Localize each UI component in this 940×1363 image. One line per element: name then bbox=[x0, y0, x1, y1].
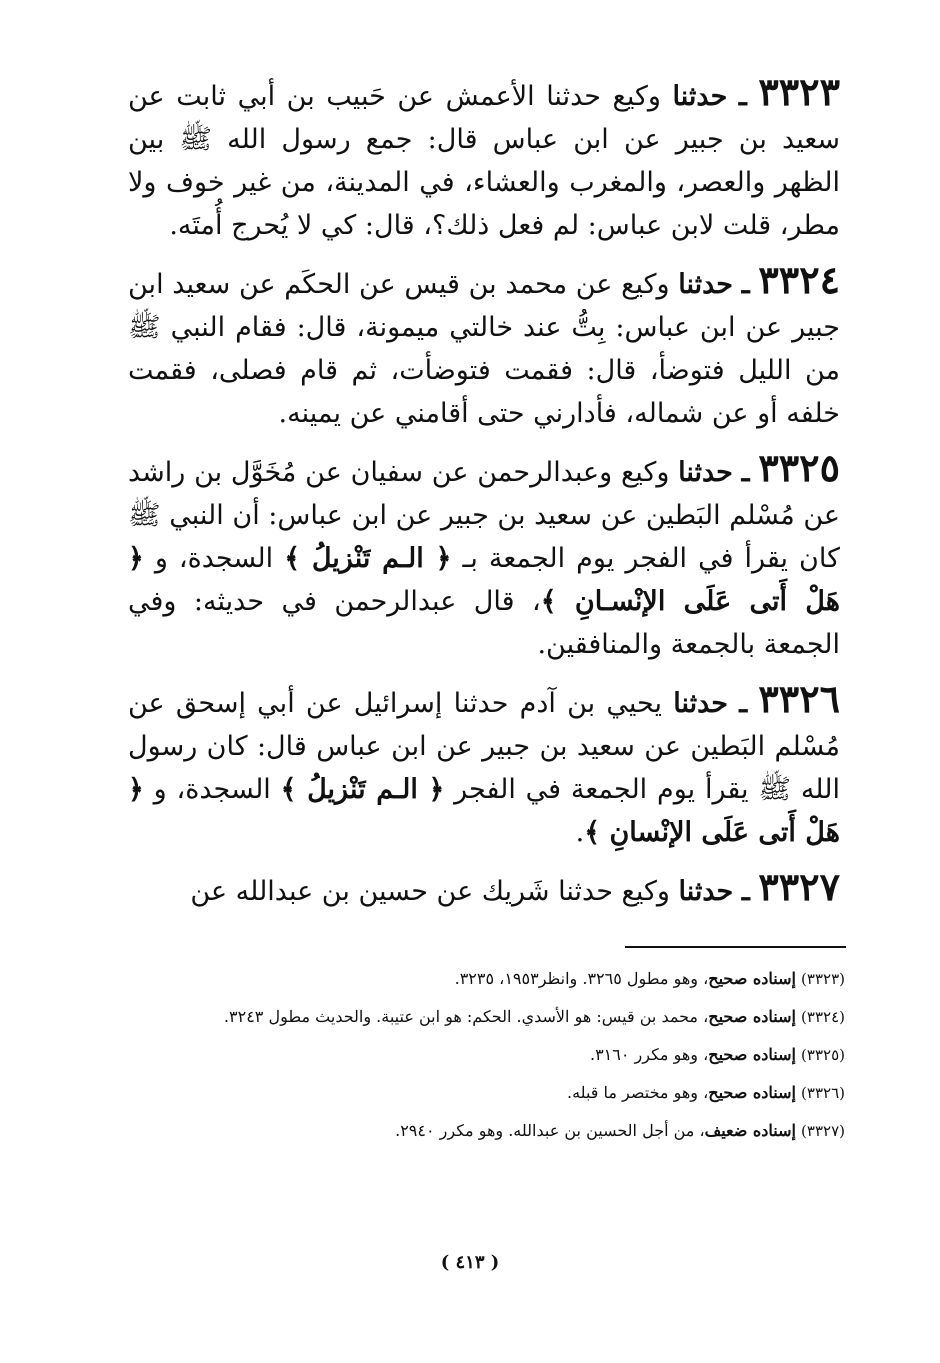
hadith-text: السجدة، و bbox=[153, 774, 271, 805]
footnote-text: ، من أجل الحسين بن عبدالله. وهو مكرر ٢٩٤٠. bbox=[395, 1121, 705, 1140]
hadith-text: وكيع عن محمد بن قيس عن الحكَم عن سعيد ابن جبير عن ابن عباس: بِتُّ عند خالتي ميمونة، قال: فقام النبي ﷺ من الليل فتوضأ، قال: فقمت فتوضأت، ثم قام فصلى، فقمت خلفه أو عن شماله، فأدارني حتى أقامني عن يمينه. bbox=[128, 269, 840, 429]
footnote-grade: إسناده ضعيف bbox=[704, 1121, 796, 1140]
footnote-grade: إسناده صحيح bbox=[708, 969, 796, 988]
footnote-text: ، وهو مطول ٣٢٦٥. وانظر١٩٥٣، ٣٢٣٥. bbox=[454, 969, 709, 988]
footnote-3325 bbox=[140, 1042, 845, 1068]
hadith-text: وكيع حدثنا الأعمش عن حَبيب بن أبي ثابت عن سعيد بن جبير عن ابن عباس قال: جمع رسول الله ﷺ بين الظهر والعصر، والمغرب والعشاء، في المدينة، من غير خوف ولا مطر، قلت لابن عباس: لم فعل ذلك؟، قال: كي لا يُحرج أُمتَه. bbox=[128, 81, 840, 241]
footnote-3324 bbox=[140, 1004, 845, 1030]
quran-quote: ﴿ هَلْ أَتى عَلَى الإنْسـانِ ﴾ bbox=[128, 543, 840, 617]
quran-quote: ﴿ الـم تَنْزيلُ ﴾ bbox=[280, 774, 445, 805]
hadith-dash: ـ bbox=[739, 688, 748, 719]
hadith-3323 bbox=[128, 70, 840, 247]
hadith-text: وكيع وعبدالرحمن عن سفيان عن مُخَوَّل بن راشد عن مُسْلم البَطين عن سعيد بن جبير عن ابن عباس: أن النبي ﷺ كان يقرأ في الفجر يوم الجمعة بـ bbox=[128, 457, 840, 574]
hadith-keyword: حدثنا bbox=[672, 81, 728, 112]
hadith-number: ٣٣٢٦ bbox=[758, 676, 841, 721]
footnote-number: (٣٣٢٥) bbox=[801, 1046, 845, 1064]
hadith-3324 bbox=[128, 258, 840, 435]
hadith-dash: ـ bbox=[741, 269, 750, 300]
quran-quote: ﴿ هَلْ أَتى عَلَى الإنْسانِ ﴾ bbox=[128, 774, 840, 848]
hadith-number: ٣٣٢٧ bbox=[758, 864, 840, 909]
main-text bbox=[128, 70, 840, 924]
footnote-3323 bbox=[140, 966, 845, 992]
hadith-text: يحيي بن آدم حدثنا إسرائيل عن أبي إسحق عن مُسْلم البَطين عن سعيد بن جبير عن ابن عباس قال: كان رسول الله ﷺ يقرأ يوم الجمعة في الفجر bbox=[128, 688, 840, 805]
footnote-grade: إسناده صحيح bbox=[708, 1045, 796, 1064]
footnote-text: ، وهو مكرر ٣١٦٠. bbox=[589, 1045, 709, 1064]
hadith-text: ، قال عبدالرحمن في حديثه: وفي الجمعة بالجمعة والمنافقين. bbox=[128, 586, 840, 660]
hadith-3325 bbox=[128, 446, 840, 666]
footnotes bbox=[140, 966, 845, 1156]
footnote-number: (٣٣٢٣) bbox=[801, 970, 845, 988]
footnote-number: (٣٣٢٧) bbox=[801, 1122, 845, 1140]
footnote-3327 bbox=[140, 1118, 845, 1144]
hadith-keyword: حدثنا bbox=[673, 688, 728, 719]
footnote-divider bbox=[625, 946, 846, 948]
hadith-text: السجدة، و bbox=[154, 543, 274, 574]
footnote-grade: إسناده صحيح bbox=[708, 1007, 796, 1026]
hadith-text: . bbox=[575, 817, 585, 848]
footnote-text: ، محمد بن قيس: هو الأسدي. الحكم: هو ابن عتيبة. والحديث مطول ٣٢٤٣. bbox=[223, 1007, 709, 1026]
footnote-number: (٣٣٢٦) bbox=[801, 1084, 845, 1102]
page-number: ( ٤١٣ ) bbox=[440, 1252, 500, 1273]
hadith-keyword: حدثنا bbox=[678, 876, 734, 907]
hadith-dash: ـ bbox=[741, 876, 750, 907]
footnote-text: ، وهو مختصر ما قبله. bbox=[567, 1083, 709, 1102]
hadith-keyword: حدثنا bbox=[678, 269, 734, 300]
hadith-number: ٣٣٢٥ bbox=[758, 445, 840, 490]
footnote-grade: إسناده صحيح bbox=[708, 1083, 796, 1102]
quran-quote: ﴿ الـم تَنْزيلُ ﴾ bbox=[284, 543, 452, 574]
footnote-number: (٣٣٢٤) bbox=[801, 1008, 845, 1026]
hadith-3326 bbox=[128, 677, 840, 854]
hadith-number: ٣٣٢٤ bbox=[758, 257, 841, 302]
hadith-dash: ـ bbox=[738, 81, 747, 112]
hadith-3327 bbox=[128, 865, 840, 913]
hadith-number: ٣٣٢٣ bbox=[758, 69, 840, 114]
hadith-keyword: حدثنا bbox=[678, 457, 733, 488]
footnote-3326 bbox=[140, 1080, 845, 1106]
hadith-text: وكيع حدثنا شَريك عن حسين بن عبدالله عن bbox=[190, 876, 670, 907]
hadith-dash: ـ bbox=[741, 457, 750, 488]
